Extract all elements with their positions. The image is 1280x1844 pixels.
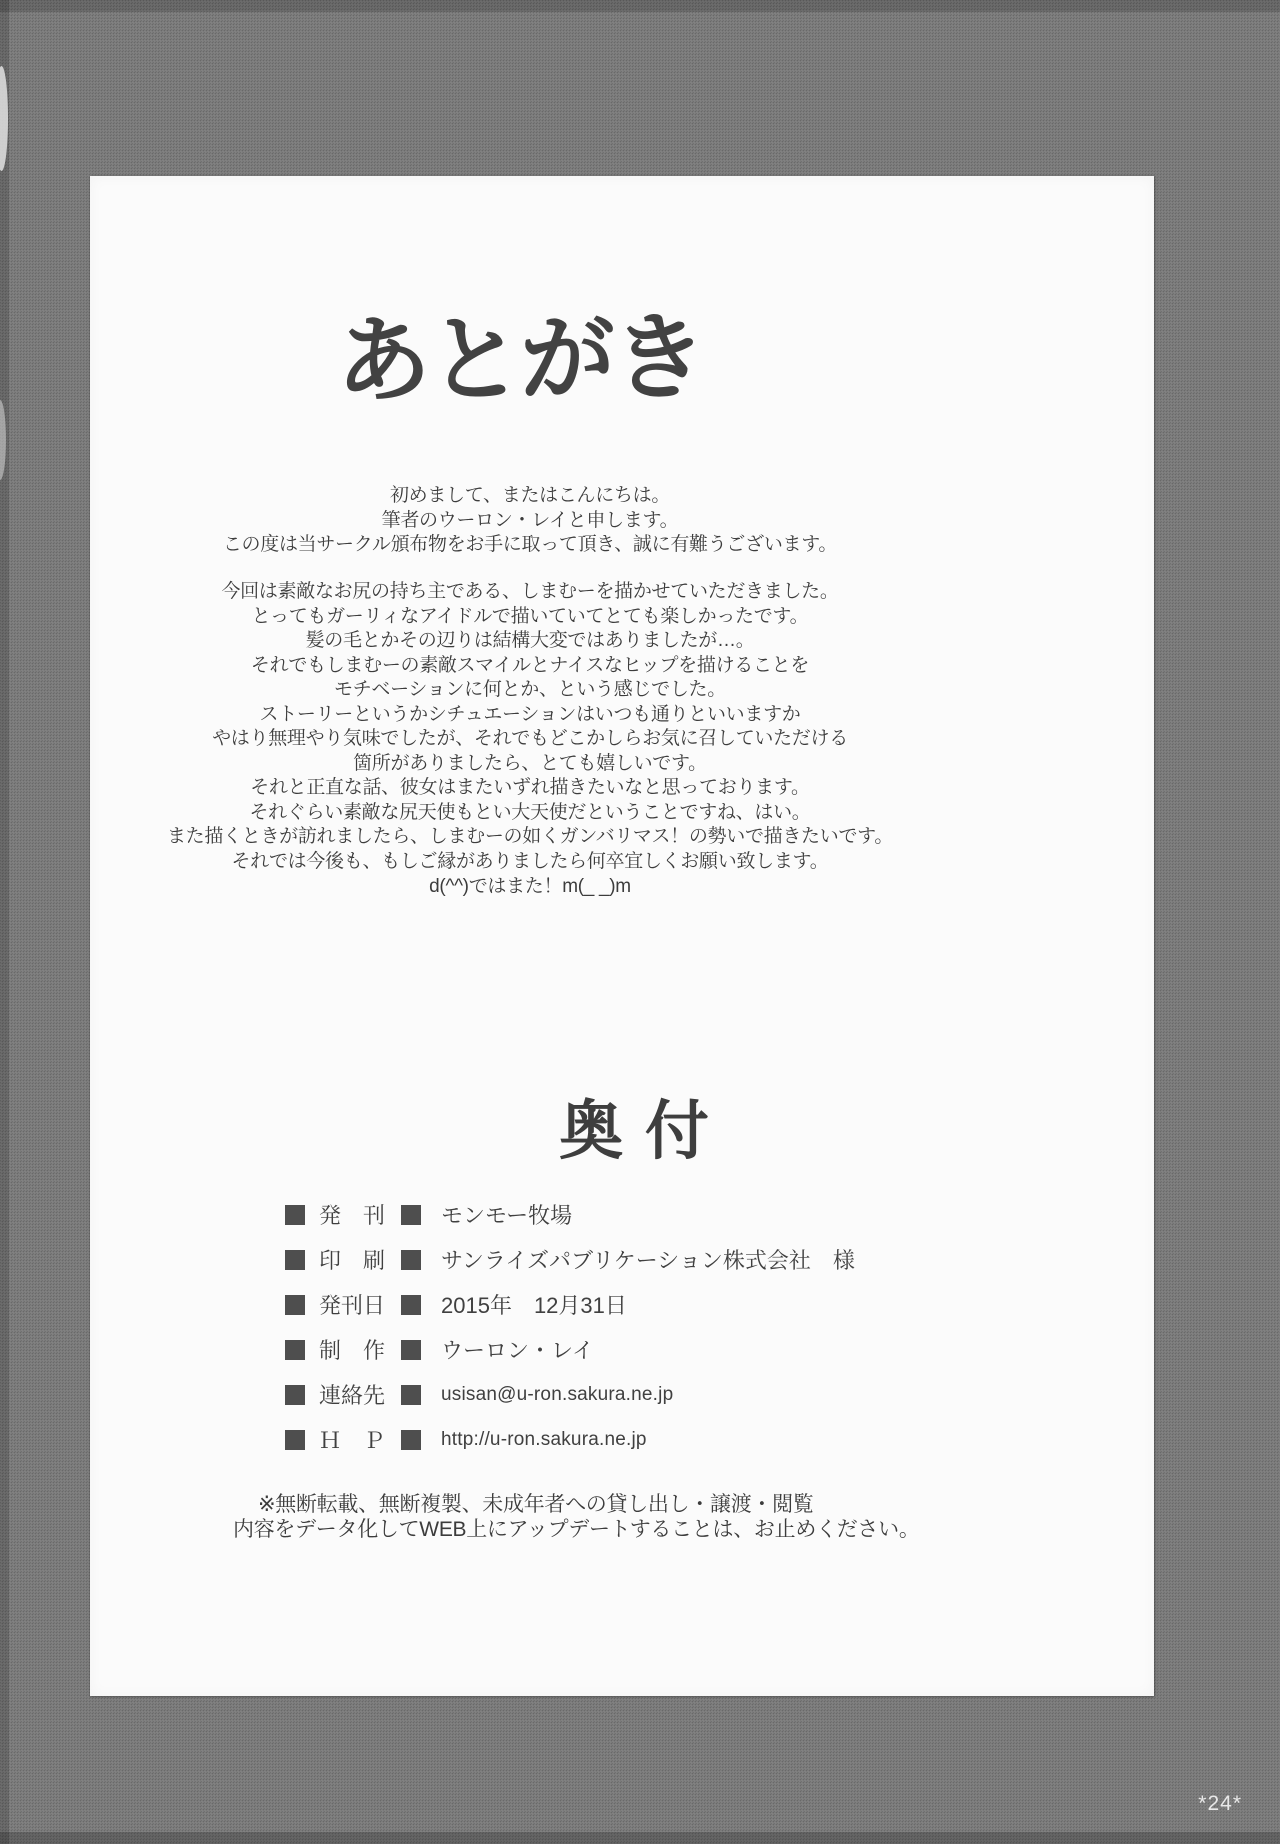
- book-page: [90, 176, 1154, 1696]
- afterword-line: 髪の毛とかその辺りは結構大変ではありましたが…。: [305, 630, 755, 651]
- scan-edge-shadow-bottom: [0, 1832, 1280, 1844]
- colophon-title: 奥 付: [559, 1095, 711, 1167]
- scan-edge-shadow-left: [0, 0, 9, 1844]
- colophon-row-contact: [285, 1372, 1105, 1417]
- square-bullet-icon: [401, 1295, 421, 1315]
- afterword-line: それぐらい素敵な尻天使もとい大天使だということですね、はい。: [249, 801, 811, 823]
- afterword-line: 今回は素敵なお尻の持ち主である、しまむーを描かせていただきました。: [221, 581, 839, 602]
- square-bullet-icon: [285, 1205, 305, 1225]
- afterword-line: d(^^)ではまた！m(_ _)m: [429, 875, 631, 897]
- afterword-line: この度は当サークル頒布物をお手に取って頂き、誠に有難うございます。: [222, 534, 838, 555]
- square-bullet-icon: [285, 1340, 305, 1360]
- square-bullet-icon: [285, 1250, 305, 1270]
- square-bullet-icon: [285, 1430, 305, 1450]
- square-bullet-icon: [401, 1430, 421, 1450]
- scan-edge-shadow-top: [0, 0, 1280, 12]
- afterword-title: あとがき: [335, 305, 705, 415]
- square-bullet-icon: [401, 1250, 421, 1270]
- colophon-label: Ｈ Ｐ: [319, 1428, 386, 1453]
- afterword-line: 筆者のウーロン・レイと申します。: [381, 509, 679, 531]
- colophon-label: 発刊日: [319, 1293, 386, 1318]
- afterword-line: ストーリーというかシチュエーションはいつも通りといいますか: [259, 703, 801, 725]
- afterword-paragraph-closing: [90, 850, 970, 899]
- colophon-label: 制 作: [319, 1338, 386, 1363]
- colophon-row-publish-date: [285, 1282, 1105, 1327]
- disclaimer-line: 内容をデータ化してWEB上にアップデートすることは、お止めください。: [233, 1518, 920, 1541]
- square-bullet-icon: [285, 1295, 305, 1315]
- colophon-value: モンモー牧場: [441, 1203, 573, 1228]
- colophon-list: [285, 1192, 1105, 1462]
- colophon-label: 印 刷: [319, 1248, 386, 1273]
- afterword-line: それでは今後も、もしご縁がありましたら何卒宜しくお願い致します。: [231, 851, 829, 872]
- square-bullet-icon: [401, 1340, 421, 1360]
- colophon-row-printer: [285, 1237, 1105, 1282]
- reproduction-disclaimer: [233, 1492, 920, 1542]
- page-number: *24*: [1198, 1792, 1242, 1815]
- colophon-value: サンライズパブリケーション株式会社 様: [441, 1248, 855, 1273]
- colophon-value-email: usisan@u-ron.sakura.ne.jp: [441, 1383, 674, 1405]
- colophon-value: ウーロン・レイ: [441, 1338, 594, 1363]
- colophon-label: 発 刊: [319, 1203, 386, 1228]
- afterword-line: また描くときが訪れましたら、しまむーの如くガンバリマス！の勢いで描きたいです。: [166, 826, 894, 847]
- afterword-paragraph-greeting: [90, 484, 970, 558]
- colophon-value: 2015年 12月31日: [441, 1293, 627, 1318]
- square-bullet-icon: [285, 1385, 305, 1405]
- square-bullet-icon: [401, 1385, 421, 1405]
- colophon-row-publisher: [285, 1192, 1105, 1237]
- afterword-line: モチベーションに何とか、という感じでした。: [334, 679, 726, 700]
- square-bullet-icon: [401, 1205, 421, 1225]
- afterword-line: 箇所がありましたら、とても嬉しいです。: [353, 752, 707, 774]
- colophon-value-url: http://u-ron.sakura.ne.jp: [441, 1428, 647, 1450]
- afterword-line: 初めまして、またはこんにちは。: [389, 485, 671, 506]
- colophon-row-homepage: [285, 1417, 1105, 1462]
- afterword-line: やはり無理やり気味でしたが、それでもどこかしらお気に召していただける: [212, 728, 848, 749]
- colophon-label: 連絡先: [319, 1383, 386, 1408]
- afterword-line: とってもガーリィなアイドルで描いていてとても楽しかったです。: [251, 605, 809, 627]
- disclaimer-line: ※無断転載、無断複製、未成年者への貸し出し・譲渡・閲覧: [258, 1493, 814, 1516]
- afterword-line: それでもしまむーの素敵スマイルとナイスなヒップを描けることを: [250, 654, 810, 676]
- colophon-row-production: [285, 1327, 1105, 1372]
- afterword-paragraph-main: [90, 580, 970, 850]
- afterword-line: それと正直な話、彼女はまたいずれ描きたいなと思っております。: [250, 777, 810, 798]
